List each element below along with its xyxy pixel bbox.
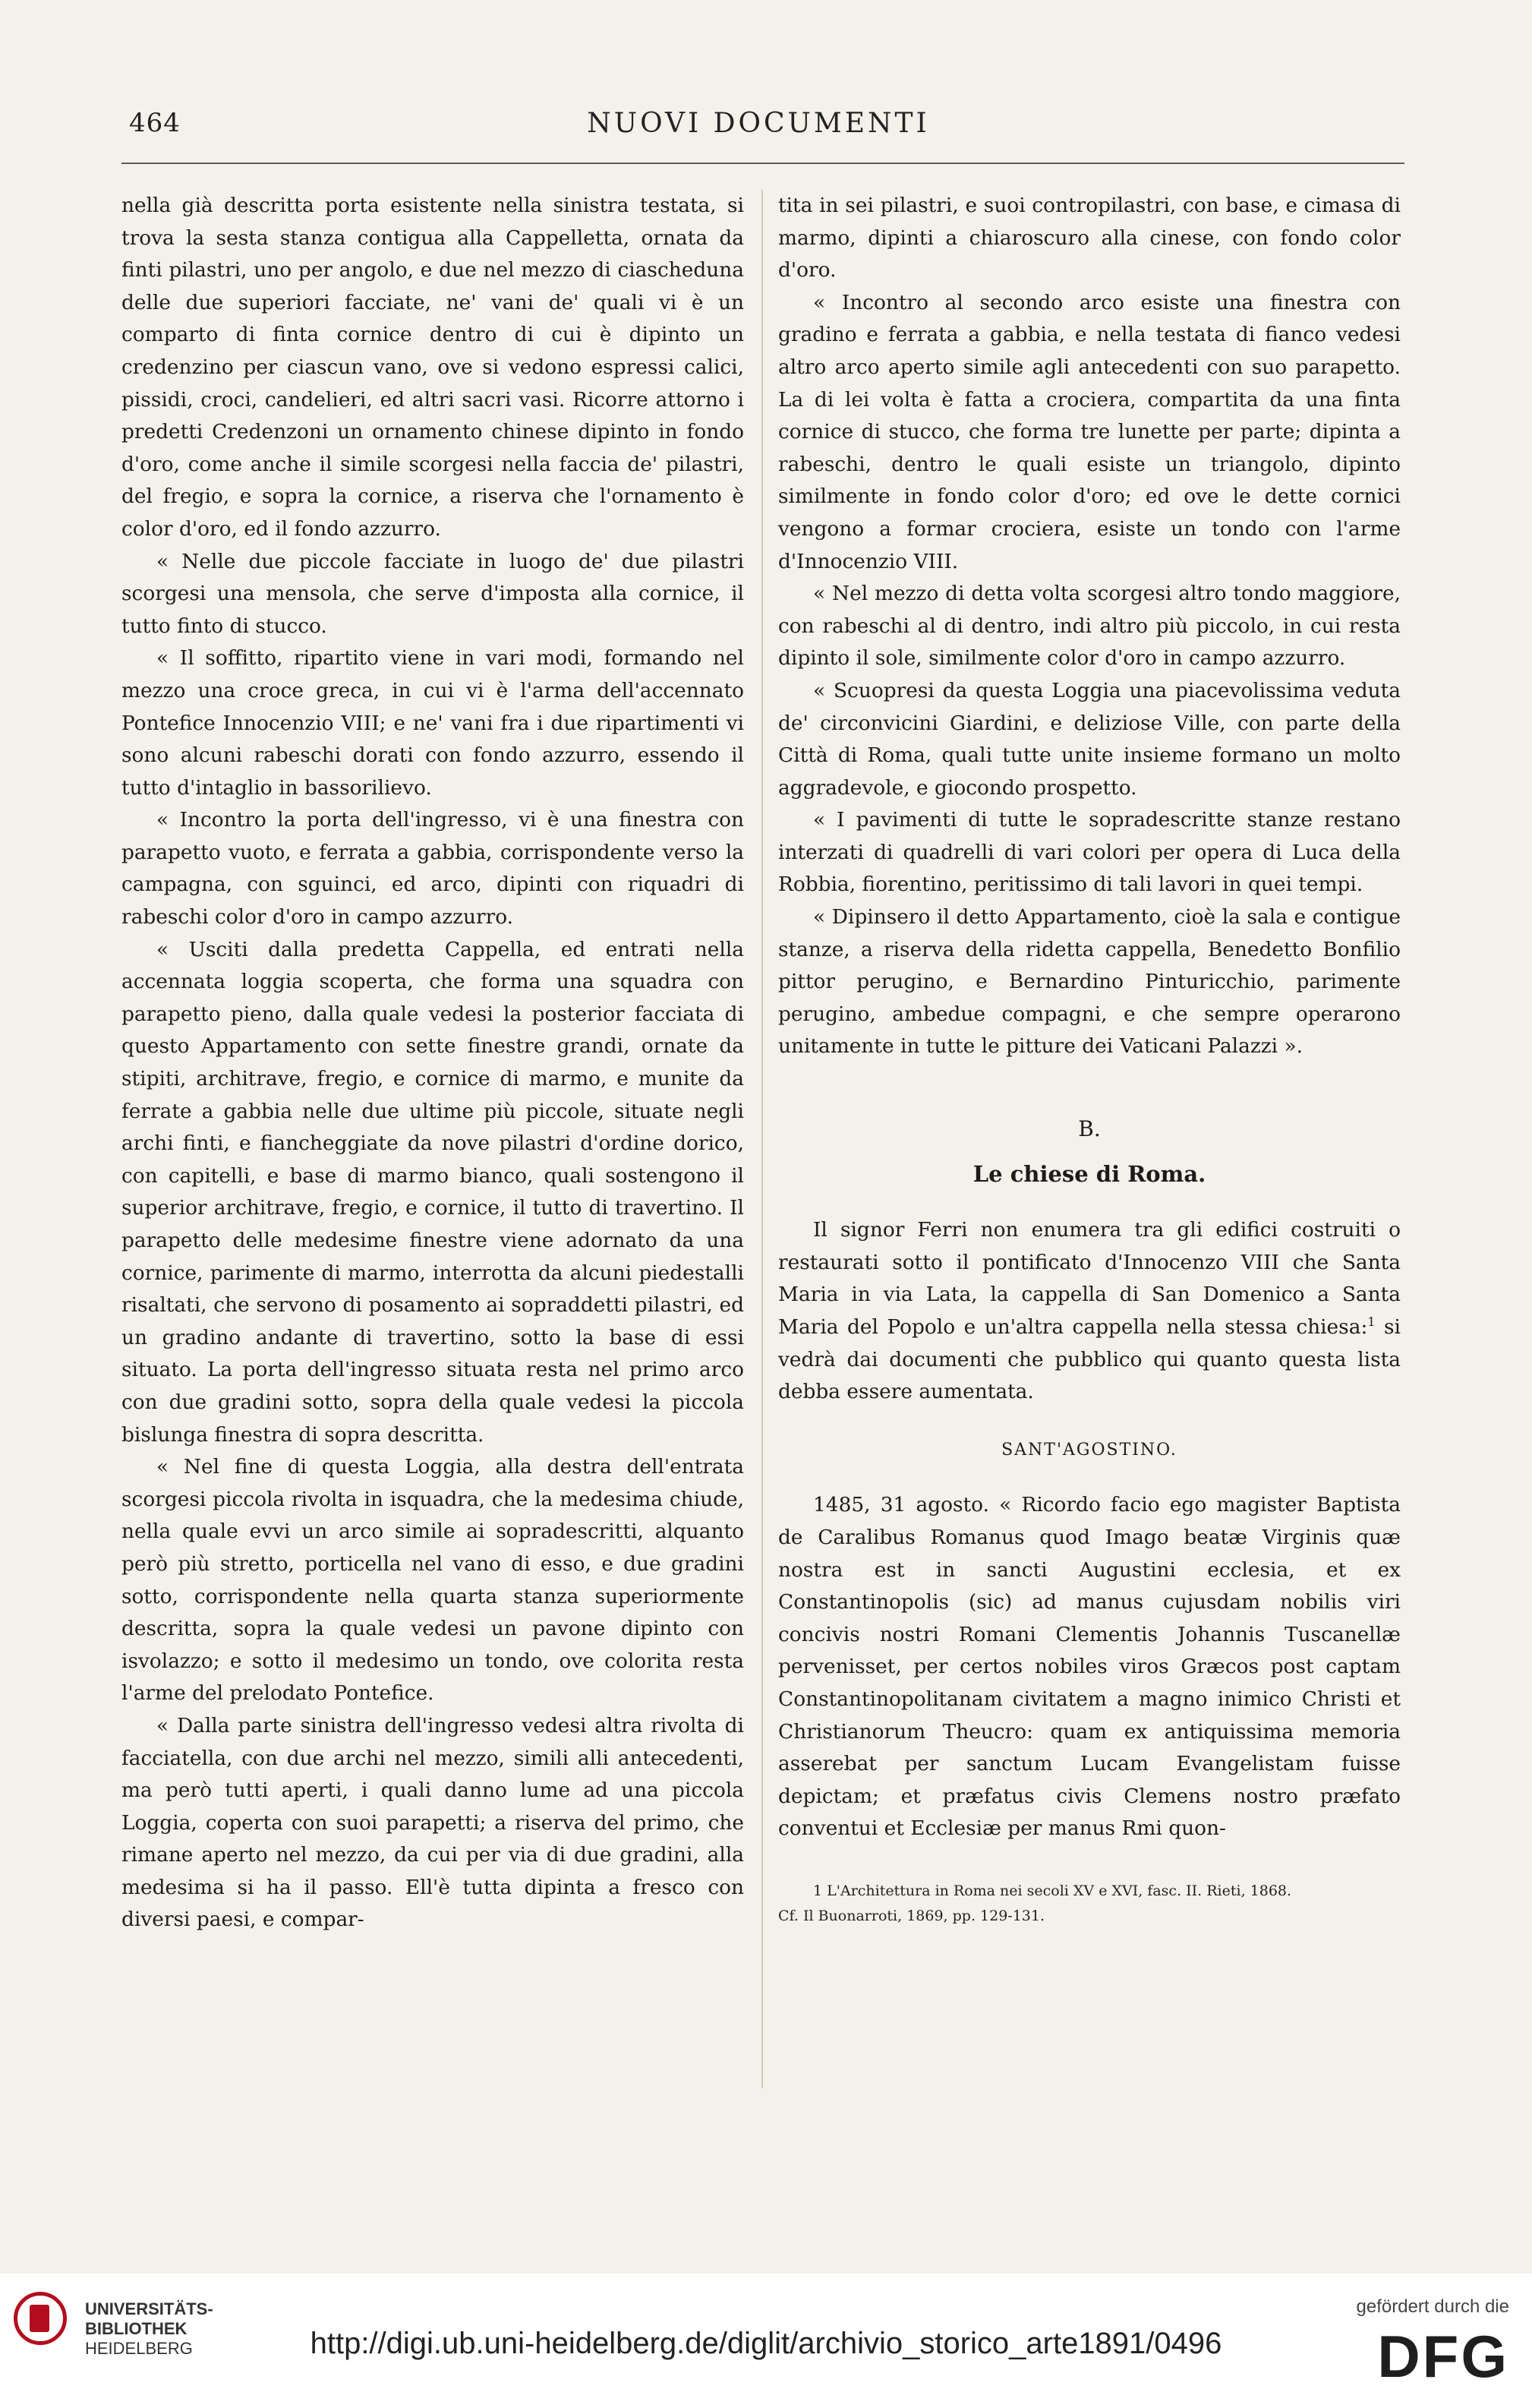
source-url[interactable]: http://digi.ub.uni-heidelberg.de/diglit/archivio_storico_arte1891/0496: [310, 2327, 1222, 2360]
library-name-line: UNIVERSITÄTS-: [85, 2299, 213, 2318]
column-divider: [761, 190, 763, 2088]
paragraph: « Dalla parte sinistra dell'ingresso vedesi altra rivolta di facciatella, con due archi nel mezzo, simili alli antecedenti, ma però tutti aperti, i quali danno lume ad una piccola Loggia, coperta con suoi parapetti; a riserva del primo, che rimane aperto nel mezzo, da cui per via di due gradini, alla medesima si ha il passo. Ell'è tutta dipinta a fresco con diversi paesi, e compar-: [121, 1713, 744, 1932]
footnote: 1 L'Architettura in Roma nei secoli XV e XVI, fasc. II. Rieti, 1868.: [813, 1882, 1292, 1899]
dfg-logo: DFG: [1377, 2323, 1509, 2390]
subheading: SANT'AGOSTINO.: [1001, 1440, 1177, 1460]
paragraph: « I pavimenti di tutte le sopradescritte stanze restano interzati di quadrelli di vari colori per opera di Luca della Robbia, fiorentino, peritissimo di tali lavori in quei tempi.: [778, 808, 1401, 897]
page-number: 464: [129, 108, 181, 138]
paragraph: tita in sei pilastri, e suoi contropilastri, con base, e cimasa di marmo, dipinti a chiaroscuro alla cinese, con fondo color d'oro.: [778, 194, 1401, 282]
paragraph: « Nel fine di questa Loggia, alla destra dell'entrata scorgesi piccola rivolta in isquadra, che la medesima chiude, nella quale evvi un arco simile ai sopradescritti, alquanto però più stretto, porticella nel vano di esso, e due gradini sotto, corrispondente nella quarta stanza superiormente descritta, sopra la quale vedesi un pavone dipinto con isvolazzo; e sotto il medesimo un tondo, ove colorita resta l'arme del prelodato Pontefice.: [121, 1455, 744, 1706]
paragraph: « Incontro al secondo arco esiste una finestra con gradino e ferrata a gabbia, e nella testata di fianco vedesi altro arco aperto simile agli antecedenti con suo parapetto. La di lei volta è fatta a crociera, compartita da una finta cornice di stucco, che forma tre lunette per parte; dipinta a rabeschi, dentro le quali esiste un triangolo, dipinto similmente in fondo color d'oro; ed ove le dette cornici vengono a formar crociera, esiste un tondo con l'arme d'Innocenzio VIII.: [778, 290, 1401, 573]
paragraph: « Incontro la porta dell'ingresso, vi è una finestra con parapetto vuoto, e ferrata a gabbia, corrispondente verso la campagna, con sguinci, ed arco, dipinti con riquadri di rabeschi color d'oro in campo azzurro.: [121, 808, 744, 929]
paragraph: nella già descritta porta esistente nella sinistra testata, si trova la sesta stanza contigua alla Cappelletta, ornata da finti pilastri, uno per angolo, e due nel mezzo di ciascheduna delle due superiori facciate, ne' vani de' quali vi è un comparto di finta cornice dentro di cui è dipinto un credenzino per ciascun vano, ove si vedono espressi calici, pissidi, croci, candelieri, ed altri sacri vasi. Ricorre attorno i predetti Credenzoni un ornamento chinese dipinto in fondo d'oro, come anche il simile scorgesi nella faccia de' pilastri, del fregio, e sopra la cornice, a riserva che l'ornamento è color d'oro, ed il fondo azzurro.: [121, 194, 744, 541]
library-name-line: HEIDELBERG: [85, 2339, 193, 2358]
footnote: Cf. Il Buonarroti, 1869, pp. 129-131.: [778, 1907, 1045, 1924]
paragraph: « Dipinsero il detto Appartamento, cioè la sala e contigue stanze, a riserva della ridetta cappella, Benedetto Bonfilio pittor perugino, e Bernardino Pinturicchio, parimente perugino, ambedue compagni, e che sempre operarono unitamente in tutte le pitture dei Vaticani Palazzi ».: [778, 905, 1401, 1059]
funding-text: gefördert durch die: [1356, 2296, 1509, 2317]
library-name-line: BIBLIOTHEK: [85, 2319, 188, 2338]
paragraph: [778, 1214, 1401, 1409]
paragraph: « Nelle due piccole facciate in luogo de' due pilastri scorgesi una mensola, che serve d'imposta alla cornice, il tutto finto di stucco.: [121, 549, 744, 638]
paragraph-text: Il signor Ferri non enumera tra gli edifici costruiti o restaurati sotto il pontificato d'Innocenzo VIII che Santa Maria in via Lata, la cappella di San Domenico a Santa Maria del Popolo e un'altra cappella nella stessa chiesa:: [778, 1218, 1401, 1339]
paragraph: « Scuopresi da questa Loggia una piacevolissima veduta de' circonvicini Giardini, e deliziose Ville, con parte della Città di Roma, quali tutte unite insieme formano un molto aggradevole, e giocondo prospetto.: [778, 678, 1401, 800]
section-title: Le chiese di Roma.: [972, 1160, 1206, 1187]
footnote-reference: 1: [1367, 1314, 1376, 1330]
left-column: [121, 190, 744, 1936]
page-header: [129, 108, 1388, 150]
header-rule: [121, 163, 1404, 164]
section-letter: B.: [1078, 1116, 1101, 1142]
footnotes: [778, 1879, 1401, 1929]
right-column: [778, 190, 1401, 1929]
paragraph: « Usciti dalla predetta Cappella, ed entrati nella accennata loggia scoperta, che forma una squadra con parapetto pieno, dalla quale vedesi la posterior facciata di questo Appartamento con sette finestre grandi, ornate da stipiti, architrave, fregio, e cornice di marmo, e munite da ferrate a gabbia nelle due ultime più piccole, situate negli archi finti, e fiancheggiate da nove pilastri d'ordine dorico, con capitelli, e base di marmo bianco, quali sostengono il superior architrave, fregio, e cornice, il tutto di travertino. Il parapetto delle medesime finestre viene adornato da una cornice, parimente di marmo, interrotta da alcuni piedestalli risaltati, che servono di posamento ai sopraddetti pilastri, ed un gradino andante di travertino, sotto la base di essi situato. La porta dell'ingresso situata resta nel primo arco con due gradini sotto, sopra della quale vedesi la piccola bislunga finestra di sopra descritta.: [121, 937, 744, 1447]
digitization-footer: [0, 2274, 1532, 2408]
paragraph-text: si vedrà dai documenti che pubblico qui quanto questa lista debba essere aumentata.: [778, 1315, 1401, 1404]
paragraph: 1485, 31 agosto. « Ricordo facio ego magister Baptista de Caralibus Romanus quod Imago beatæ Virginis quæ nostra est in sancti Augustini ecclesia, et ex Constantinopolis (sic) ad manus cujusdam nobilis viri concivis nostri Romani Clementis Johannis Tuscanellæ pervenisset, per certos nobiles viros Græcos post captam Constantinopolitanam civitatem a magno inimico Christi et Christianorum Theucro: quam ex antiquissima memoria asserebat per sanctum Lucam Evangelistam fuisse depictam; et præfatus civis Clemens nostro præfato conventui et Ecclesiæ per manus Rmi quon-: [778, 1493, 1401, 1841]
paragraph: « Il soffitto, ripartito viene in vari modi, formando nel mezzo una croce greca, in cui vi è l'arma dell'accennato Pontefice Innocenzio VIII; e ne' vani fra i due ripartimenti vi sono alcuni rabeschi dorati con fondo azzurro, essendo il tutto d'intaglio in bassorilievo.: [121, 646, 744, 800]
paragraph: « Nel mezzo di detta volta scorgesi altro tondo maggiore, con rabeschi al di dentro, indi altro più piccolo, in cui resta dipinto il sole, similmente color d'oro in campo azzurro.: [778, 582, 1401, 671]
running-head: NUOVI DOCUMENTI: [587, 108, 930, 139]
